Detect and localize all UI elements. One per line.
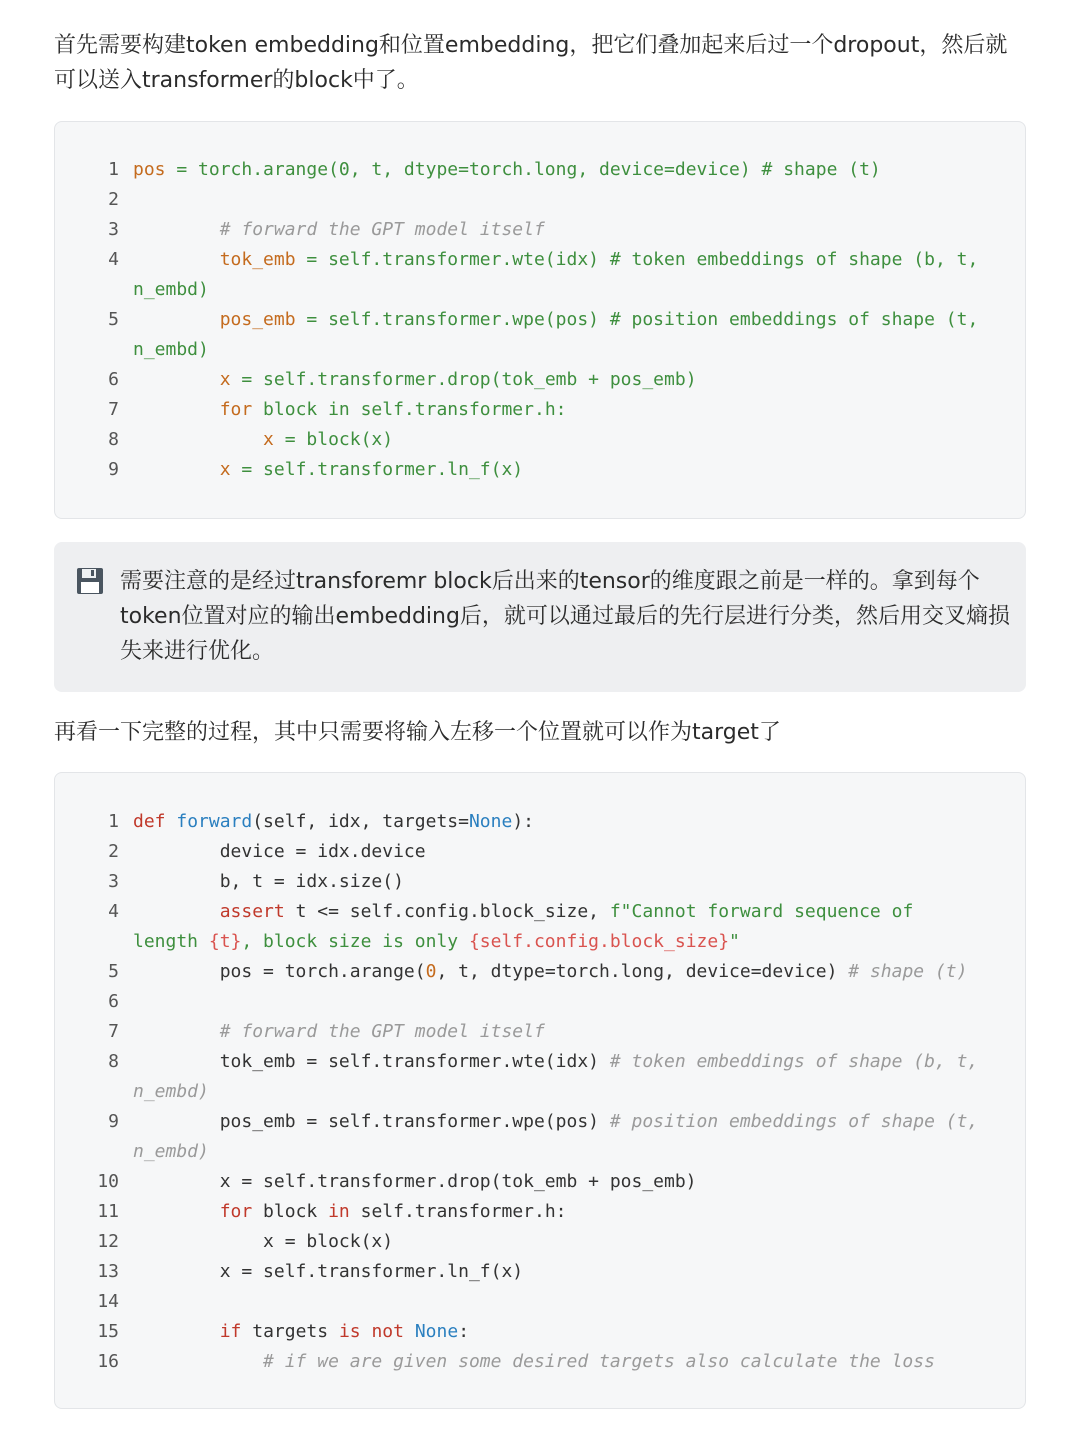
- code-text: [133, 1107, 978, 1137]
- code-token: None: [414, 1321, 459, 1342]
- code-token: = self.transformer.ln_f(x): [230, 459, 524, 480]
- code-token: if: [219, 1321, 242, 1342]
- line-number: 11: [97, 1201, 119, 1222]
- code-token: [133, 1321, 220, 1342]
- line-number: 14: [97, 1291, 119, 1312]
- line-number: 1: [108, 159, 119, 180]
- code-token: = torch.arange(0, t, dtype=torch.long, device=device) # shape (t): [165, 159, 881, 180]
- callout-text: 需要注意的是经过transforemr block后出来的tensor的维度跟之前是一样的。拿到每个token位置对应的输出embedding后，就可以通过最后的先行层进行分类，然后用交叉熵损失来进行优化。: [120, 569, 1010, 664]
- code-text: [133, 1017, 545, 1047]
- code-text: [133, 867, 404, 897]
- line-number: 5: [108, 961, 119, 982]
- code-text: [133, 1167, 697, 1197]
- code-token: 0: [425, 961, 437, 982]
- code-block-embedding: [54, 121, 1026, 519]
- code-token: in: [328, 1201, 350, 1222]
- code-token: # if we are given some desired targets also calculate the loss: [133, 1351, 935, 1372]
- code-text: [133, 1047, 978, 1077]
- code-token: pos_emb = self.transformer.wpe(pos): [133, 1111, 610, 1132]
- code-text: [133, 275, 209, 305]
- code-token: # shape (t): [848, 961, 968, 982]
- code-token: for: [219, 1201, 253, 1222]
- code-token: tok_emb = self.transformer.wte(idx): [133, 1051, 610, 1072]
- code-token: f"Cannot forward sequence of: [609, 901, 914, 922]
- code-token: x: [133, 429, 274, 450]
- line-number: 2: [108, 189, 119, 210]
- code-token: {self.config.block_size}: [468, 931, 730, 952]
- line-number: 6: [108, 369, 119, 390]
- code-token: assert: [219, 901, 285, 922]
- line-number: 4: [108, 249, 119, 270]
- line-number: 3: [108, 871, 119, 892]
- line-number: 4: [108, 901, 119, 922]
- code-text: [133, 1317, 469, 1347]
- code-text: [133, 215, 545, 245]
- line-number: 8: [108, 1051, 119, 1072]
- tip-callout: [54, 542, 1026, 692]
- floppy-disk-icon: [76, 567, 104, 595]
- code-token: x = self.transformer.drop(tok_emb + pos_emb): [133, 1171, 697, 1192]
- line-number: 7: [108, 1021, 119, 1042]
- line-number: 9: [108, 459, 119, 480]
- code-text: [133, 807, 534, 837]
- code-text: [133, 245, 978, 275]
- line-number: 16: [97, 1351, 119, 1372]
- line-number: 1: [108, 811, 119, 832]
- code-text: [133, 455, 523, 485]
- line-number: 2: [108, 841, 119, 862]
- code-token: for: [133, 399, 253, 420]
- line-number: 8: [108, 429, 119, 450]
- code-text: [133, 1227, 393, 1257]
- code-token: x: [133, 369, 231, 390]
- code-token: = self.transformer.wpe(pos) # position embeddings of shape (t,: [295, 309, 979, 330]
- code-token: [133, 1201, 220, 1222]
- line-number: 10: [97, 1171, 119, 1192]
- code-token: pos = torch.arange(: [133, 961, 426, 982]
- line-number: 3: [108, 219, 119, 240]
- code-token: device = idx.device: [133, 841, 426, 862]
- code-token: forward: [176, 811, 253, 832]
- code-token: self.transformer.h:: [349, 1201, 567, 1222]
- code-block-forward: [54, 772, 1026, 1409]
- code-text: [133, 837, 426, 867]
- code-text: [133, 155, 881, 185]
- code-token: n_embd): [133, 1081, 209, 1102]
- code-token: x: [133, 459, 231, 480]
- code-token: n_embd): [133, 1141, 209, 1162]
- code-text: [133, 1347, 935, 1377]
- code-text: [133, 335, 209, 365]
- code-token: is: [338, 1321, 361, 1342]
- code-token: x = block(x): [133, 1231, 394, 1252]
- code-token: {t}: [208, 931, 242, 952]
- code-token: length: [133, 931, 209, 952]
- code-token: = self.transformer.wte(idx) # token embeddings of shape (b, t,: [295, 249, 979, 270]
- code-token: block: [252, 1201, 329, 1222]
- code-token: # forward the GPT model itself: [133, 1021, 545, 1042]
- code-token: pos_emb: [133, 309, 296, 330]
- code-token: # forward the GPT model itself: [133, 219, 545, 240]
- code-text: [133, 1257, 523, 1287]
- code-token: , t, dtype=torch.long, device=device): [436, 961, 849, 982]
- code-token: , block size is only: [241, 931, 469, 952]
- code-text: [133, 425, 393, 455]
- code-token: def: [133, 811, 166, 832]
- code-text: [133, 957, 967, 987]
- line-number: 15: [97, 1321, 119, 1342]
- code-text: [133, 1077, 209, 1107]
- code-token: not: [371, 1321, 404, 1342]
- line-number: 5: [108, 309, 119, 330]
- code-token: (self, idx, targets=: [252, 811, 469, 832]
- code-token: n_embd): [133, 339, 209, 360]
- code-text: [133, 395, 567, 425]
- intro-paragraph: 首先需要构建token embedding和位置embedding，把它们叠加起来后过一个dropout，然后就可以送入transformer的block中了。: [54, 33, 1008, 93]
- code-token: ": [729, 931, 740, 952]
- code-text: [133, 305, 978, 335]
- code-token: targets: [241, 1321, 339, 1342]
- process-paragraph: 再看一下完整的过程，其中只需要将输入左移一个位置就可以作为target了: [54, 720, 781, 745]
- code-token: n_embd): [133, 279, 209, 300]
- code-token: = block(x): [273, 429, 394, 450]
- line-number: 7: [108, 399, 119, 420]
- code-text: [133, 927, 740, 957]
- code-token: t <= self.config.block_size,: [284, 901, 610, 922]
- code-text: [133, 1197, 567, 1227]
- code-token: pos: [133, 159, 166, 180]
- code-text: [133, 365, 697, 395]
- code-token: ):: [512, 811, 535, 832]
- code-token: = self.transformer.drop(tok_emb + pos_emb): [230, 369, 697, 390]
- code-token: x = self.transformer.ln_f(x): [133, 1261, 524, 1282]
- line-number: 13: [97, 1261, 119, 1282]
- code-token: b, t = idx.size(): [133, 871, 404, 892]
- code-token: block in self.transformer.h:: [252, 399, 567, 420]
- code-token: # position embeddings of shape (t,: [609, 1111, 979, 1132]
- code-token: [133, 901, 220, 922]
- code-token: [166, 811, 177, 832]
- line-number: 6: [108, 991, 119, 1012]
- code-token: [361, 1321, 372, 1342]
- code-token: [404, 1321, 415, 1342]
- code-token: tok_emb: [133, 249, 296, 270]
- code-text: [133, 897, 913, 927]
- line-number: 9: [108, 1111, 119, 1132]
- code-token: :: [458, 1321, 470, 1342]
- code-token: None: [468, 811, 513, 832]
- line-number: 12: [97, 1231, 119, 1252]
- code-text: [133, 1137, 209, 1167]
- code-token: # token embeddings of shape (b, t,: [609, 1051, 979, 1072]
